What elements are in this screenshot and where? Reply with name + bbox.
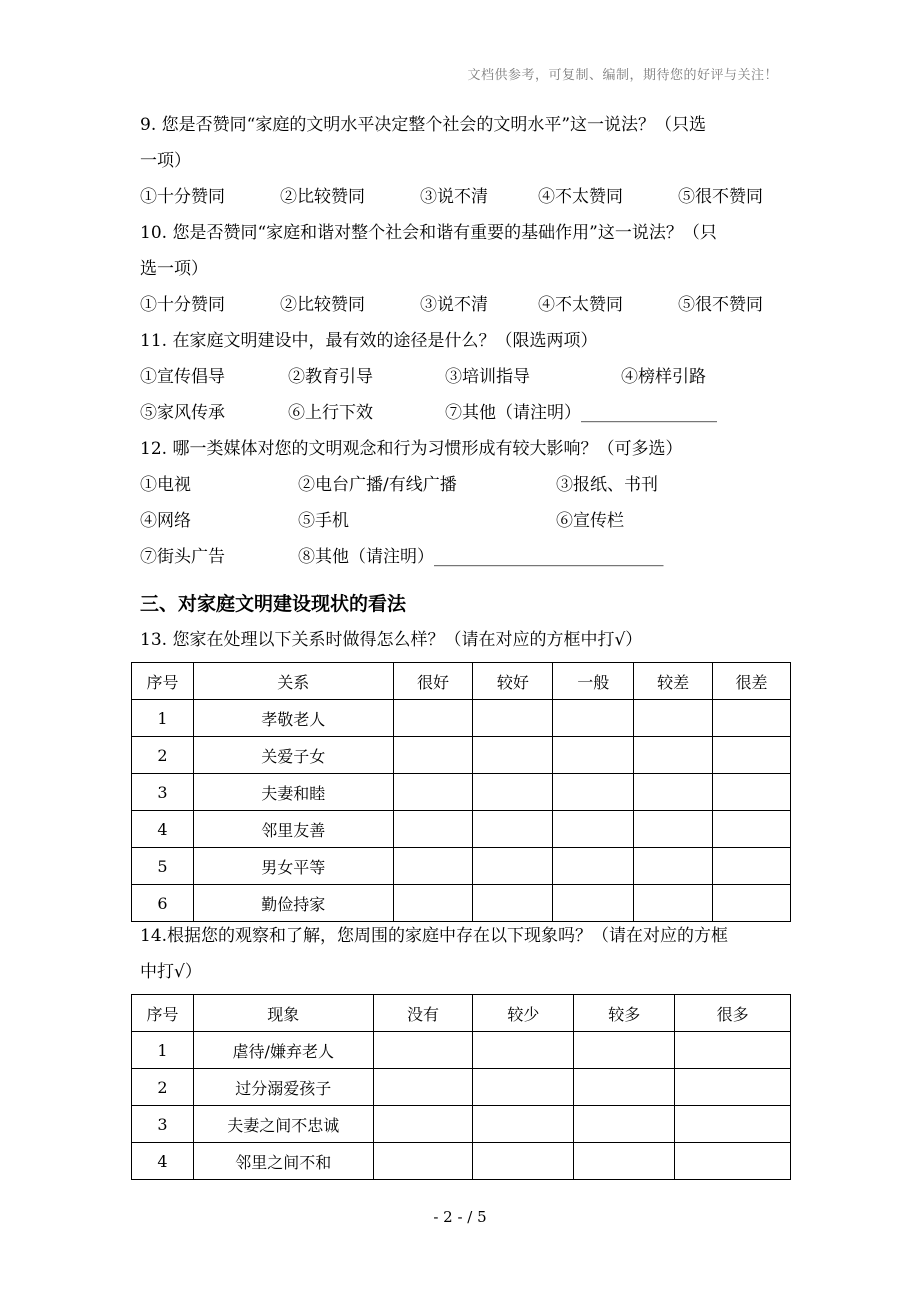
question-11 bbox=[140, 323, 790, 431]
answer-box[interactable] bbox=[473, 1106, 574, 1143]
answer-box[interactable] bbox=[713, 737, 791, 774]
answer-box[interactable] bbox=[675, 1032, 791, 1069]
row-number: 3 bbox=[132, 1106, 194, 1143]
answer-box[interactable] bbox=[713, 774, 791, 811]
answer-box[interactable] bbox=[634, 774, 713, 811]
header-cell: 没有 bbox=[373, 995, 473, 1032]
table-header-row bbox=[132, 995, 791, 1032]
table-row bbox=[132, 1032, 791, 1069]
answer-box[interactable] bbox=[574, 1069, 675, 1106]
table-row bbox=[132, 848, 791, 885]
question-11-options-row1 bbox=[140, 359, 790, 395]
question-11-options-row2 bbox=[140, 395, 790, 431]
header-cell: 关系 bbox=[193, 663, 393, 700]
answer-box[interactable] bbox=[393, 811, 473, 848]
table-row bbox=[132, 737, 791, 774]
answer-box[interactable] bbox=[473, 737, 553, 774]
header-cell: 很多 bbox=[675, 995, 791, 1032]
row-label: 虐待/嫌弃老人 bbox=[193, 1032, 373, 1069]
q9-option-2[interactable]: ②比较赞同 bbox=[280, 187, 365, 207]
answer-box[interactable] bbox=[553, 848, 634, 885]
q10-option-1[interactable]: ①十分赞同 bbox=[140, 295, 225, 315]
row-label: 关爱子女 bbox=[193, 737, 393, 774]
q10-option-4[interactable]: ④不太赞同 bbox=[538, 295, 623, 315]
answer-box[interactable] bbox=[393, 774, 473, 811]
answer-box[interactable] bbox=[373, 1143, 473, 1180]
answer-box[interactable] bbox=[473, 700, 553, 737]
answer-box[interactable] bbox=[713, 885, 791, 922]
answer-box[interactable] bbox=[473, 1069, 574, 1106]
answer-box[interactable] bbox=[553, 811, 634, 848]
answer-box[interactable] bbox=[553, 774, 634, 811]
q9-option-5[interactable]: ⑤很不赞同 bbox=[678, 187, 763, 207]
answer-box[interactable] bbox=[553, 737, 634, 774]
row-number: 4 bbox=[132, 1143, 194, 1180]
answer-box[interactable] bbox=[713, 848, 791, 885]
header-cell: 较多 bbox=[574, 995, 675, 1032]
answer-box[interactable] bbox=[473, 774, 553, 811]
question-9 bbox=[140, 107, 790, 215]
answer-box[interactable] bbox=[675, 1143, 791, 1180]
question-13-text bbox=[140, 622, 790, 658]
answer-box[interactable] bbox=[574, 1106, 675, 1143]
q10-option-2[interactable]: ②比较赞同 bbox=[280, 295, 365, 315]
header-cell: 一般 bbox=[553, 663, 634, 700]
answer-box[interactable] bbox=[634, 700, 713, 737]
answer-box[interactable] bbox=[574, 1143, 675, 1180]
header-cell: 很差 bbox=[713, 663, 791, 700]
header-cell: 较差 bbox=[634, 663, 713, 700]
q12-option-8[interactable]: ⑧其他（请注明）___________________________ bbox=[298, 547, 664, 567]
question-12 bbox=[140, 431, 790, 575]
row-label: 邻里之间不和 bbox=[193, 1143, 373, 1180]
question-10 bbox=[140, 215, 790, 323]
answer-box[interactable] bbox=[553, 700, 634, 737]
header-note: 文档供参考，可复制、编制，期待您的好评与关注！ bbox=[467, 68, 778, 83]
header-cell: 很好 bbox=[393, 663, 473, 700]
question-10-options bbox=[140, 287, 790, 323]
question-12-text: 12. 哪一类媒体对您的文明观念和行为习惯形成有较大影响？（可多选） bbox=[140, 439, 683, 459]
q11-option-2[interactable]: ②教育引导 bbox=[288, 367, 373, 387]
row-number: 2 bbox=[132, 737, 194, 774]
row-label: 夫妻之间不忠诚 bbox=[193, 1106, 373, 1143]
question-9-options bbox=[140, 179, 790, 215]
question-13-table bbox=[131, 662, 791, 922]
answer-box[interactable] bbox=[473, 1032, 574, 1069]
row-label: 孝敬老人 bbox=[193, 700, 393, 737]
answer-box[interactable] bbox=[373, 1032, 473, 1069]
question-12-options-row3 bbox=[140, 539, 790, 575]
question-10-text-line1: 10. 您是否赞同“家庭和谐对整个社会和谐有重要的基础作用”这一说法？（只 bbox=[140, 223, 717, 243]
row-label: 勤俭持家 bbox=[193, 885, 393, 922]
answer-box[interactable] bbox=[634, 811, 713, 848]
question-12-options-row2 bbox=[140, 503, 790, 539]
q10-option-3[interactable]: ③说不清 bbox=[420, 295, 488, 315]
answer-box[interactable] bbox=[713, 700, 791, 737]
answer-box[interactable] bbox=[373, 1069, 473, 1106]
q12-option-4[interactable]: ④网络 bbox=[140, 511, 191, 531]
answer-box[interactable] bbox=[473, 885, 553, 922]
row-number: 2 bbox=[132, 1069, 194, 1106]
header-cell: 序号 bbox=[132, 995, 194, 1032]
row-label: 邻里友善 bbox=[193, 811, 393, 848]
table-row bbox=[132, 774, 791, 811]
table-row bbox=[132, 1069, 791, 1106]
answer-box[interactable] bbox=[393, 848, 473, 885]
q12-option-5[interactable]: ⑤手机 bbox=[298, 511, 349, 531]
row-number: 3 bbox=[132, 774, 194, 811]
answer-box[interactable] bbox=[473, 1143, 574, 1180]
row-number: 4 bbox=[132, 811, 194, 848]
answer-box[interactable] bbox=[393, 885, 473, 922]
q11-option-5[interactable]: ⑤家风传承 bbox=[140, 403, 225, 423]
question-9-text-line1: 9. 您是否赞同“家庭的文明水平决定整个社会的文明水平”这一说法？（只选 bbox=[140, 115, 707, 135]
q9-option-1[interactable]: ①十分赞同 bbox=[140, 187, 225, 207]
q11-option-6[interactable]: ⑥上行下效 bbox=[288, 403, 373, 423]
answer-box[interactable] bbox=[634, 737, 713, 774]
q12-option-1[interactable]: ①电视 bbox=[140, 475, 191, 495]
answer-box[interactable] bbox=[553, 885, 634, 922]
row-number: 1 bbox=[132, 1032, 194, 1069]
q9-option-3[interactable]: ③说不清 bbox=[420, 187, 488, 207]
header-cell: 较好 bbox=[473, 663, 553, 700]
q12-option-2[interactable]: ②电台广播/有线广播 bbox=[298, 475, 457, 495]
q12-option-7[interactable]: ⑦街头广告 bbox=[140, 547, 225, 567]
question-14-table bbox=[131, 994, 791, 1180]
answer-box[interactable] bbox=[634, 848, 713, 885]
question-9-text-line2: 一项） bbox=[140, 151, 191, 171]
q11-option-4[interactable]: ④榜样引路 bbox=[621, 367, 706, 387]
table-row bbox=[132, 700, 791, 737]
row-label: 男女平等 bbox=[193, 848, 393, 885]
row-number: 1 bbox=[132, 700, 194, 737]
answer-box[interactable] bbox=[393, 700, 473, 737]
q12-option-6[interactable]: ⑥宣传栏 bbox=[556, 511, 624, 531]
table-row bbox=[132, 811, 791, 848]
q12-option-3[interactable]: ③报纸、书刊 bbox=[556, 475, 658, 495]
row-number: 6 bbox=[132, 885, 194, 922]
answer-box[interactable] bbox=[675, 1069, 791, 1106]
table-row bbox=[132, 1106, 791, 1143]
answer-box[interactable] bbox=[473, 848, 553, 885]
page-number: - 2 - / 5 bbox=[433, 1208, 487, 1226]
question-13-label: 13. 您家在处理以下关系时做得怎么样？（请在对应的方框中打√） bbox=[140, 630, 643, 650]
q11-option-7[interactable]: ⑦其他（请注明）________________ bbox=[445, 403, 717, 423]
section-3-title: 三、对家庭文明建设现状的看法 bbox=[140, 593, 407, 615]
answer-box[interactable] bbox=[713, 811, 791, 848]
header-cell: 较少 bbox=[473, 995, 574, 1032]
row-label: 夫妻和睦 bbox=[193, 774, 393, 811]
answer-box[interactable] bbox=[473, 811, 553, 848]
question-11-text: 11. 在家庭文明建设中，最有效的途径是什么？（限选两项） bbox=[140, 331, 598, 351]
header-cell: 现象 bbox=[193, 995, 373, 1032]
question-10-text-line2: 选一项） bbox=[140, 259, 208, 279]
q10-option-5[interactable]: ⑤很不赞同 bbox=[678, 295, 763, 315]
answer-box[interactable] bbox=[574, 1032, 675, 1069]
question-14-text-line1: 14.根据您的观察和了解，您周围的家庭中存在以下现象吗？（请在对应的方框 bbox=[140, 926, 729, 946]
header-cell: 序号 bbox=[132, 663, 194, 700]
table-header-row bbox=[132, 663, 791, 700]
table-row bbox=[132, 1143, 791, 1180]
answer-box[interactable] bbox=[675, 1106, 791, 1143]
answer-box[interactable] bbox=[393, 737, 473, 774]
answer-box[interactable] bbox=[634, 885, 713, 922]
question-12-options-row1 bbox=[140, 467, 790, 503]
answer-box[interactable] bbox=[373, 1106, 473, 1143]
question-14-text bbox=[140, 918, 790, 990]
q11-option-3[interactable]: ③培训指导 bbox=[445, 367, 530, 387]
row-label: 过分溺爱孩子 bbox=[193, 1069, 373, 1106]
question-14-text-line2: 中打√） bbox=[140, 962, 202, 982]
row-number: 5 bbox=[132, 848, 194, 885]
table-row bbox=[132, 885, 791, 922]
q9-option-4[interactable]: ④不太赞同 bbox=[538, 187, 623, 207]
q11-option-1[interactable]: ①宣传倡导 bbox=[140, 367, 225, 387]
